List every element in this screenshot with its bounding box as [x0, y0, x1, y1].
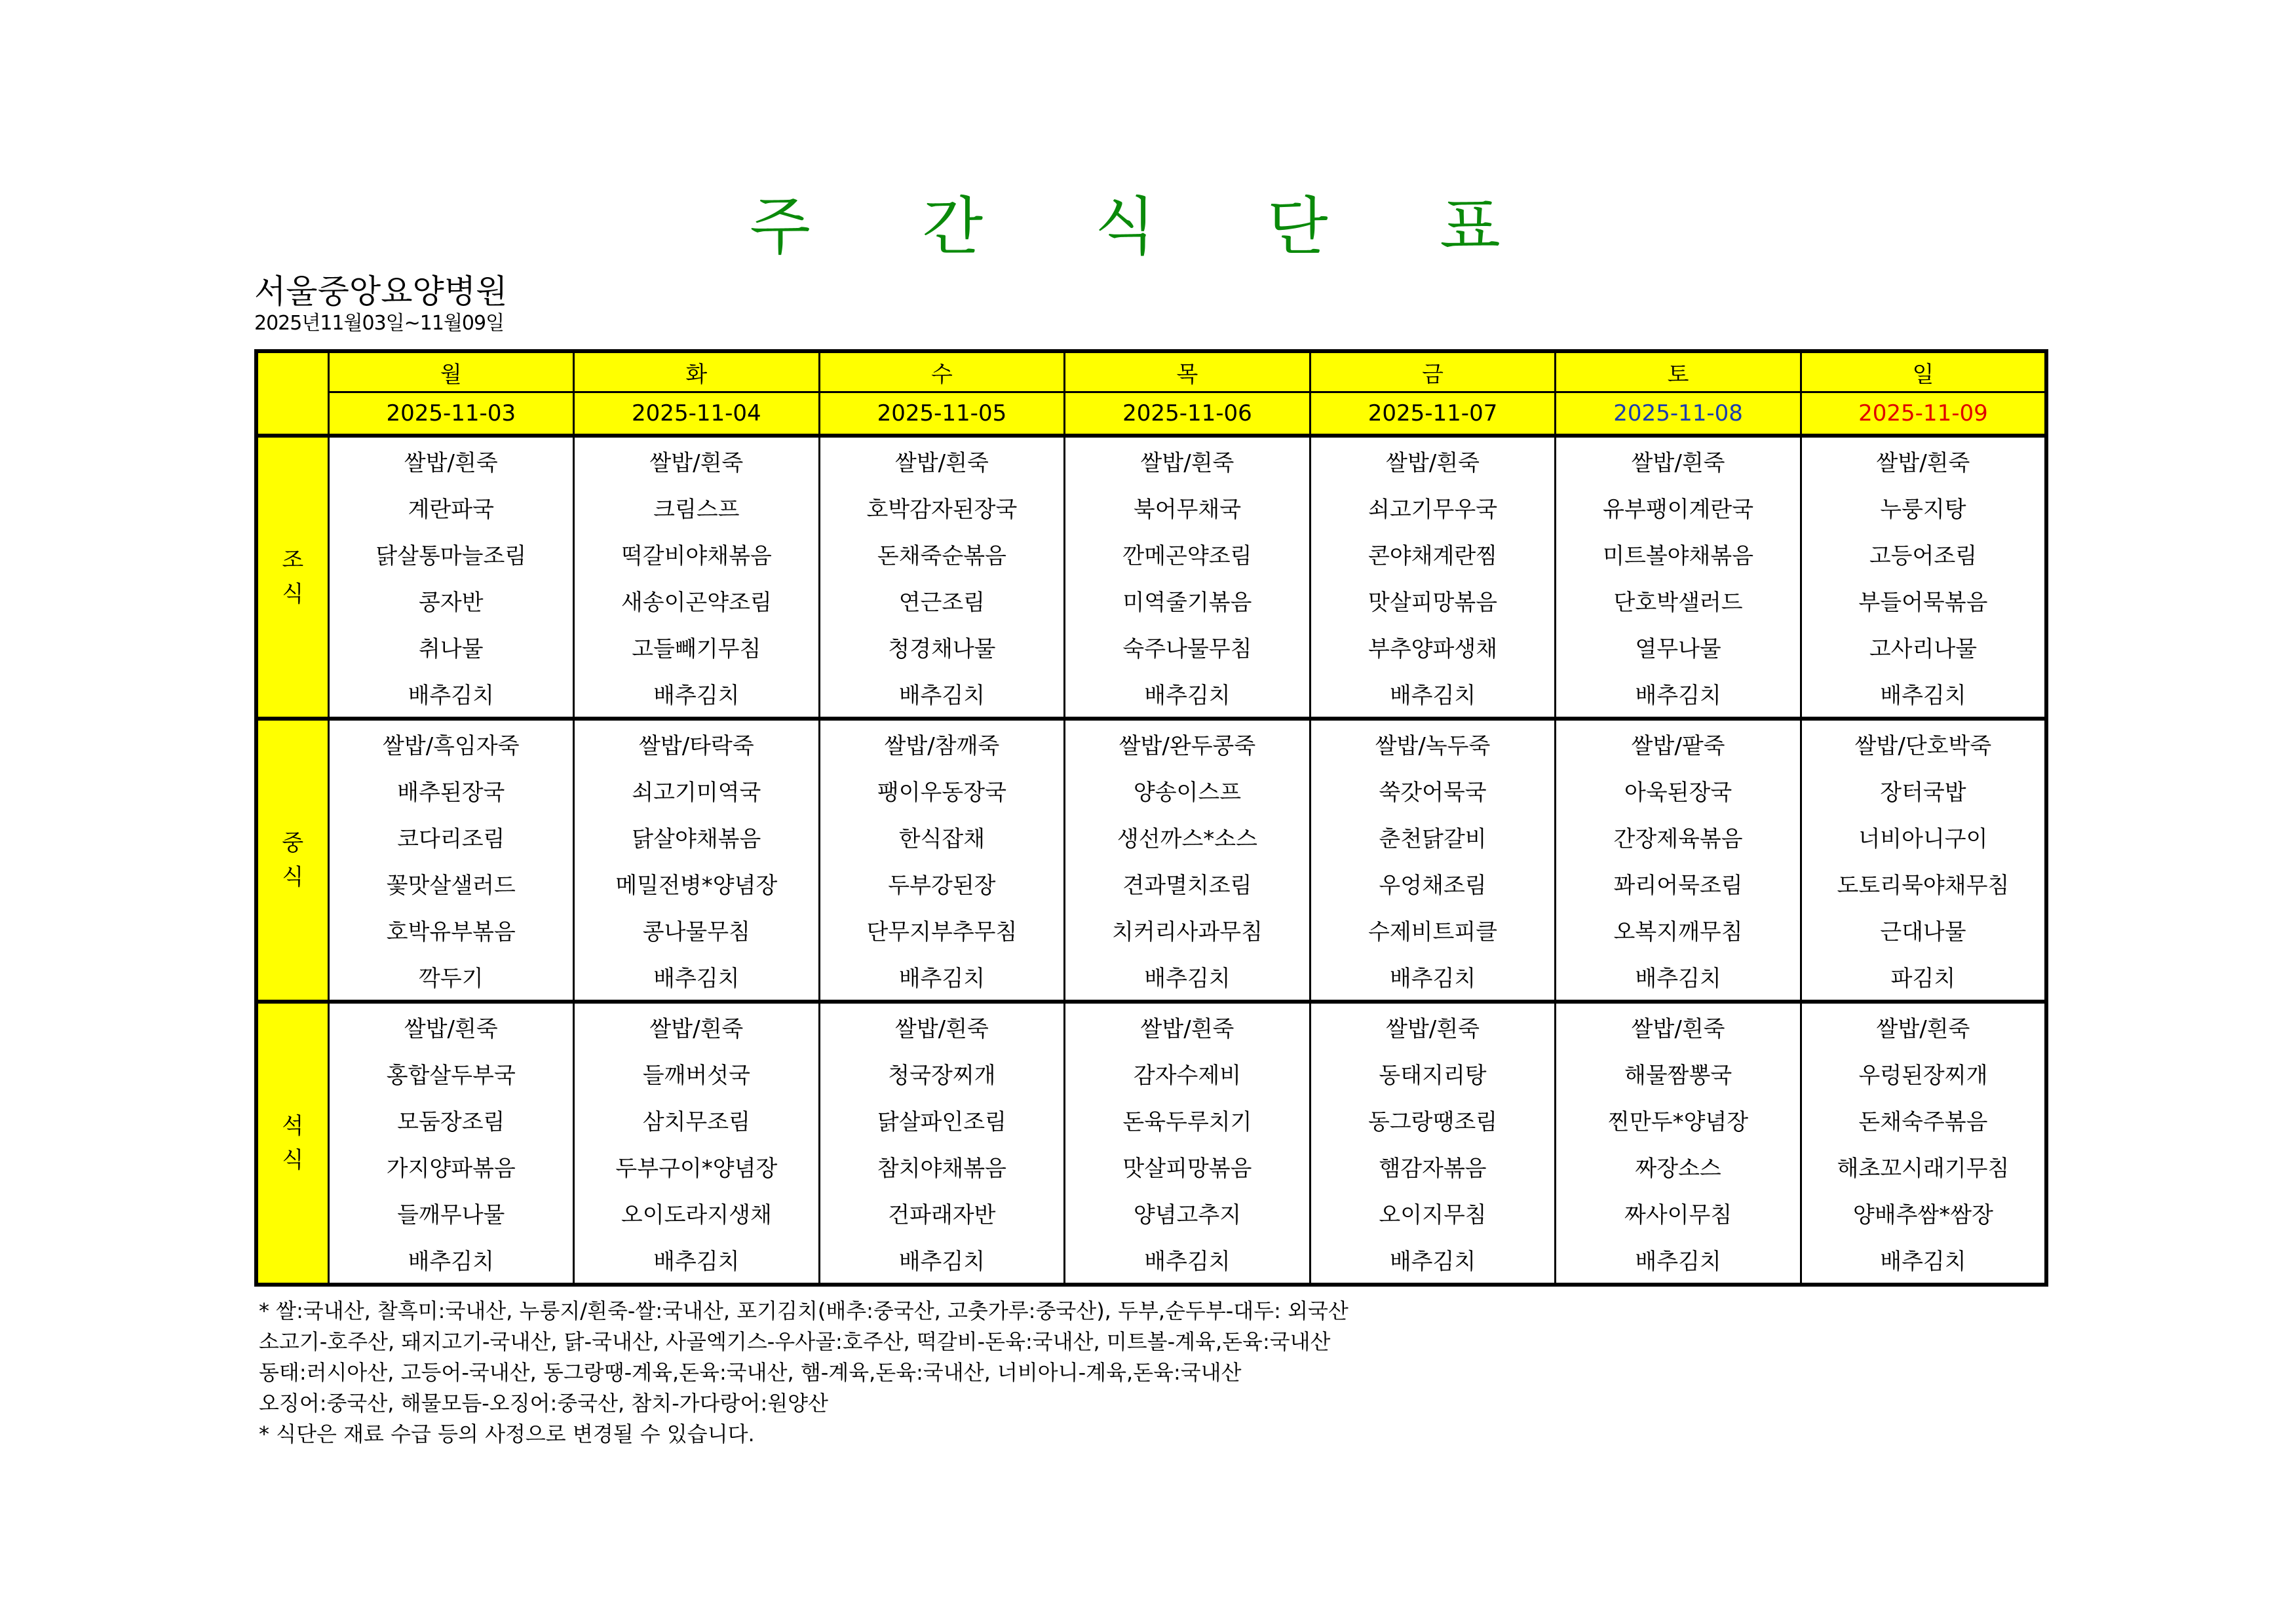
- menu-row: [256, 860, 2046, 907]
- menu-item-dinner-fri: 배추김치: [1310, 1236, 1556, 1285]
- note-line: 오징어:중국산, 해물모듬-오징어:중국산, 참치-가다랑어:원양산: [259, 1391, 828, 1416]
- menu-item-breakfast-sat: 단호박샐러드: [1556, 577, 1801, 624]
- date-mon: 2025-11-03: [328, 392, 574, 436]
- note-line: * 쌀:국내산, 찰흑미:국내산, 누룽지/흰죽-쌀:국내산, 포기김치(배추:중국산, 고춧가루:중국산), 두부,순두부-대두: 외국산: [259, 1298, 1349, 1323]
- menu-item-dinner-tue: 삼치무조림: [574, 1097, 820, 1143]
- menu-item-dinner-fri: 햄감자볶음: [1310, 1143, 1556, 1190]
- menu-item-lunch-thu: 생선까스*소스: [1065, 814, 1311, 860]
- menu-item-dinner-tue: 들깨버섯국: [574, 1050, 820, 1097]
- menu-item-breakfast-tue: 크림스프: [574, 484, 820, 531]
- menu-item-dinner-fri: 오이지무침: [1310, 1190, 1556, 1236]
- menu-item-breakfast-mon: 콩자반: [328, 577, 574, 624]
- header-corner: [256, 351, 328, 436]
- menu-item-dinner-sun: 양배추쌈*쌈장: [1801, 1190, 2046, 1236]
- menu-item-breakfast-sun: 고사리나물: [1801, 624, 2046, 670]
- menu-row: [256, 907, 2046, 953]
- hospital-name: 서울중앙요양병원: [254, 273, 508, 311]
- date-header-row: [256, 392, 2046, 436]
- menu-item-dinner-tue: 오이도라지생채: [574, 1190, 820, 1236]
- menu-item-breakfast-sat: 쌀밥/흰죽: [1556, 436, 1801, 484]
- menu-item-lunch-fri: 쑥갓어묵국: [1310, 767, 1556, 814]
- menu-row: [256, 1050, 2046, 1097]
- menu-item-dinner-mon: 배추김치: [328, 1236, 574, 1285]
- menu-item-dinner-sun: 우렁된장찌개: [1801, 1050, 2046, 1097]
- menu-item-breakfast-wed: 돈채죽순볶음: [819, 531, 1065, 577]
- menu-item-dinner-wed: 쌀밥/흰죽: [819, 1002, 1065, 1050]
- menu-item-lunch-sun: 쌀밥/단호박죽: [1801, 719, 2046, 767]
- menu-item-breakfast-thu: 배추김치: [1065, 670, 1311, 719]
- menu-item-dinner-wed: 건파래자반: [819, 1190, 1065, 1236]
- day-tue: 화: [574, 351, 820, 392]
- menu-item-lunch-sun: 너비아니구이: [1801, 814, 2046, 860]
- weekly-menu-table: [254, 349, 2048, 1287]
- menu-row: [256, 1002, 2046, 1050]
- menu-item-lunch-sat: 아욱된장국: [1556, 767, 1801, 814]
- menu-item-lunch-tue: 배추김치: [574, 953, 820, 1002]
- menu-item-lunch-thu: 치커리사과무침: [1065, 907, 1311, 953]
- day-mon: 월: [328, 351, 574, 392]
- menu-item-breakfast-fri: 맛살피망볶음: [1310, 577, 1556, 624]
- menu-item-breakfast-sat: 열무나물: [1556, 624, 1801, 670]
- menu-row: [256, 1236, 2046, 1285]
- menu-item-dinner-sat: 해물짬뽕국: [1556, 1050, 1801, 1097]
- menu-item-dinner-sun: 돈채숙주볶음: [1801, 1097, 2046, 1143]
- menu-item-dinner-fri: 동그랑땡조림: [1310, 1097, 1556, 1143]
- date-thu: 2025-11-06: [1065, 392, 1311, 436]
- menu-item-dinner-sat: 찐만두*양념장: [1556, 1097, 1801, 1143]
- menu-item-breakfast-wed: 청경채나물: [819, 624, 1065, 670]
- menu-item-lunch-tue: 쌀밥/타락죽: [574, 719, 820, 767]
- menu-item-breakfast-wed: 연근조림: [819, 577, 1065, 624]
- menu-item-lunch-fri: 춘천닭갈비: [1310, 814, 1556, 860]
- menu-item-breakfast-wed: 쌀밥/흰죽: [819, 436, 1065, 484]
- menu-item-breakfast-sun: 고등어조림: [1801, 531, 2046, 577]
- menu-item-breakfast-fri: 콘야채계란찜: [1310, 531, 1556, 577]
- menu-item-dinner-mon: 들깨무나물: [328, 1190, 574, 1236]
- menu-item-dinner-mon: 모둠장조림: [328, 1097, 574, 1143]
- menu-row: [256, 953, 2046, 1002]
- menu-item-dinner-wed: 배추김치: [819, 1236, 1065, 1285]
- menu-item-breakfast-wed: 배추김치: [819, 670, 1065, 719]
- meal-label-breakfast: [256, 436, 328, 719]
- day-sat: 토: [1556, 351, 1801, 392]
- menu-item-lunch-mon: 깍두기: [328, 953, 574, 1002]
- menu-item-dinner-thu: 맛살피망볶음: [1065, 1143, 1311, 1190]
- menu-item-breakfast-mon: 취나물: [328, 624, 574, 670]
- menu-item-breakfast-sun: 누룽지탕: [1801, 484, 2046, 531]
- menu-item-lunch-mon: 호박유부볶음: [328, 907, 574, 953]
- menu-item-lunch-fri: 배추김치: [1310, 953, 1556, 1002]
- menu-row: [256, 624, 2046, 670]
- menu-item-dinner-tue: 배추김치: [574, 1236, 820, 1285]
- menu-item-breakfast-tue: 새송이곤약조림: [574, 577, 820, 624]
- menu-item-dinner-thu: 양념고추지: [1065, 1190, 1311, 1236]
- day-thu: 목: [1065, 351, 1311, 392]
- menu-item-dinner-fri: 동태지리탕: [1310, 1050, 1556, 1097]
- day-header-row: [256, 351, 2046, 392]
- menu-row: [256, 814, 2046, 860]
- menu-item-lunch-mon: 코다리조림: [328, 814, 574, 860]
- date-tue: 2025-11-04: [574, 392, 820, 436]
- date-wed: 2025-11-05: [819, 392, 1065, 436]
- menu-item-breakfast-tue: 쌀밥/흰죽: [574, 436, 820, 484]
- menu-item-breakfast-tue: 고들빼기무침: [574, 624, 820, 670]
- menu-item-lunch-wed: 팽이우동장국: [819, 767, 1065, 814]
- note-line: 동태:러시아산, 고등어-국내산, 동그랑땡-계육,돈육:국내산, 햄-계육,돈육:국내산, 너비아니-계육,돈육:국내산: [259, 1360, 1242, 1385]
- date-fri: 2025-11-07: [1310, 392, 1556, 436]
- menu-item-dinner-sun: 쌀밥/흰죽: [1801, 1002, 2046, 1050]
- menu-item-lunch-thu: 견과멸치조림: [1065, 860, 1311, 907]
- menu-item-breakfast-mon: 쌀밥/흰죽: [328, 436, 574, 484]
- day-fri: 금: [1310, 351, 1556, 392]
- menu-item-breakfast-tue: 배추김치: [574, 670, 820, 719]
- menu-item-dinner-tue: 쌀밥/흰죽: [574, 1002, 820, 1050]
- menu-item-dinner-thu: 배추김치: [1065, 1236, 1311, 1285]
- menu-item-breakfast-fri: 배추김치: [1310, 670, 1556, 719]
- meal-label-text: 중식: [282, 830, 304, 890]
- menu-item-dinner-tue: 두부구이*양념장: [574, 1143, 820, 1190]
- date-sun: 2025-11-09: [1801, 392, 2046, 436]
- menu-item-dinner-sun: 배추김치: [1801, 1236, 2046, 1285]
- menu-item-breakfast-sat: 미트볼야채볶음: [1556, 531, 1801, 577]
- meal-label-lunch: [256, 719, 328, 1002]
- menu-item-breakfast-thu: 숙주나물무침: [1065, 624, 1311, 670]
- menu-item-lunch-fri: 수제비트피클: [1310, 907, 1556, 953]
- menu-item-lunch-tue: 닭살야채볶음: [574, 814, 820, 860]
- menu-row: [256, 1097, 2046, 1143]
- menu-item-lunch-fri: 쌀밥/녹두죽: [1310, 719, 1556, 767]
- menu-item-breakfast-mon: 배추김치: [328, 670, 574, 719]
- menu-item-lunch-thu: 배추김치: [1065, 953, 1311, 1002]
- menu-item-breakfast-fri: 쇠고기무우국: [1310, 484, 1556, 531]
- menu-item-lunch-sat: 간장제육볶음: [1556, 814, 1801, 860]
- menu-item-lunch-sun: 도토리묵야채무침: [1801, 860, 2046, 907]
- menu-item-lunch-wed: 두부강된장: [819, 860, 1065, 907]
- menu-row: [256, 670, 2046, 719]
- menu-item-lunch-sun: 장터국밥: [1801, 767, 2046, 814]
- menu-item-dinner-wed: 청국장찌개: [819, 1050, 1065, 1097]
- menu-item-dinner-sat: 배추김치: [1556, 1236, 1801, 1285]
- menu-item-dinner-mon: 홍합살두부국: [328, 1050, 574, 1097]
- menu-item-lunch-sat: 오복지깨무침: [1556, 907, 1801, 953]
- menu-item-breakfast-sun: 부들어묵볶음: [1801, 577, 2046, 624]
- menu-item-lunch-thu: 양송이스프: [1065, 767, 1311, 814]
- menu-item-dinner-wed: 닭살파인조림: [819, 1097, 1065, 1143]
- menu-item-breakfast-mon: 계란파국: [328, 484, 574, 531]
- menu-period: 2025년11월03일~11월09일: [254, 312, 505, 335]
- menu-item-lunch-wed: 한식잡채: [819, 814, 1065, 860]
- page-title: 주 간 식 단 표: [750, 190, 1546, 263]
- menu-item-lunch-sun: 근대나물: [1801, 907, 2046, 953]
- menu-row: [256, 577, 2046, 624]
- menu-item-lunch-fri: 우엉채조림: [1310, 860, 1556, 907]
- menu-item-lunch-wed: 배추김치: [819, 953, 1065, 1002]
- menu-row: [256, 484, 2046, 531]
- menu-item-dinner-sat: 짜사이무침: [1556, 1190, 1801, 1236]
- menu-item-dinner-mon: 가지양파볶음: [328, 1143, 574, 1190]
- menu-row: [256, 531, 2046, 577]
- menu-item-lunch-mon: 꽃맛살샐러드: [328, 860, 574, 907]
- meal-label-text: 조식: [282, 547, 304, 607]
- menu-item-lunch-sat: 배추김치: [1556, 953, 1801, 1002]
- menu-item-dinner-sat: 짜장소스: [1556, 1143, 1801, 1190]
- menu-item-lunch-tue: 쇠고기미역국: [574, 767, 820, 814]
- menu-item-dinner-fri: 쌀밥/흰죽: [1310, 1002, 1556, 1050]
- menu-item-lunch-mon: 배추된장국: [328, 767, 574, 814]
- menu-item-lunch-wed: 단무지부추무침: [819, 907, 1065, 953]
- menu-row: [256, 1143, 2046, 1190]
- origin-notes: [259, 1296, 1349, 1450]
- menu-item-breakfast-sun: 배추김치: [1801, 670, 2046, 719]
- menu-item-breakfast-sun: 쌀밥/흰죽: [1801, 436, 2046, 484]
- menu-item-breakfast-sat: 유부팽이계란국: [1556, 484, 1801, 531]
- menu-row: [256, 767, 2046, 814]
- menu-item-breakfast-wed: 호박감자된장국: [819, 484, 1065, 531]
- menu-item-lunch-thu: 쌀밥/완두콩죽: [1065, 719, 1311, 767]
- meal-label-dinner: [256, 1002, 328, 1285]
- menu-item-lunch-tue: 메밀전병*양념장: [574, 860, 820, 907]
- menu-item-dinner-thu: 돈육두루치기: [1065, 1097, 1311, 1143]
- menu-item-breakfast-fri: 쌀밥/흰죽: [1310, 436, 1556, 484]
- menu-item-lunch-sat: 꽈리어묵조림: [1556, 860, 1801, 907]
- menu-item-dinner-sun: 해초꼬시래기무침: [1801, 1143, 2046, 1190]
- menu-item-lunch-wed: 쌀밥/참깨죽: [819, 719, 1065, 767]
- menu-item-dinner-thu: 감자수제비: [1065, 1050, 1311, 1097]
- day-wed: 수: [819, 351, 1065, 392]
- menu-item-breakfast-thu: 미역줄기볶음: [1065, 577, 1311, 624]
- menu-item-breakfast-sat: 배추김치: [1556, 670, 1801, 719]
- menu-item-breakfast-thu: 깐메곤약조림: [1065, 531, 1311, 577]
- menu-item-breakfast-fri: 부추양파생채: [1310, 624, 1556, 670]
- note-line: 소고기-호주산, 돼지고기-국내산, 닭-국내산, 사골엑기스-우사골:호주산, 떡갈비-돈육:국내산, 미트볼-계육,돈육:국내산: [259, 1329, 1331, 1354]
- day-sun: 일: [1801, 351, 2046, 392]
- menu-item-dinner-mon: 쌀밥/흰죽: [328, 1002, 574, 1050]
- date-sat: 2025-11-08: [1556, 392, 1801, 436]
- menu-item-dinner-wed: 참치야채볶음: [819, 1143, 1065, 1190]
- meal-label-text: 석식: [282, 1113, 304, 1173]
- menu-row: [256, 436, 2046, 484]
- menu-item-lunch-tue: 콩나물무침: [574, 907, 820, 953]
- menu-item-lunch-sat: 쌀밥/팥죽: [1556, 719, 1801, 767]
- menu-item-dinner-sat: 쌀밥/흰죽: [1556, 1002, 1801, 1050]
- menu-item-breakfast-tue: 떡갈비야채볶음: [574, 531, 820, 577]
- note-line: * 식단은 재료 수급 등의 사정으로 변경될 수 있습니다.: [259, 1422, 755, 1446]
- menu-row: [256, 1190, 2046, 1236]
- menu-item-breakfast-thu: 쌀밥/흰죽: [1065, 436, 1311, 484]
- menu-item-lunch-mon: 쌀밥/흑임자죽: [328, 719, 574, 767]
- menu-item-dinner-thu: 쌀밥/흰죽: [1065, 1002, 1311, 1050]
- menu-item-breakfast-mon: 닭살통마늘조림: [328, 531, 574, 577]
- menu-item-breakfast-thu: 북어무채국: [1065, 484, 1311, 531]
- menu-row: [256, 719, 2046, 767]
- menu-item-lunch-sun: 파김치: [1801, 953, 2046, 1002]
